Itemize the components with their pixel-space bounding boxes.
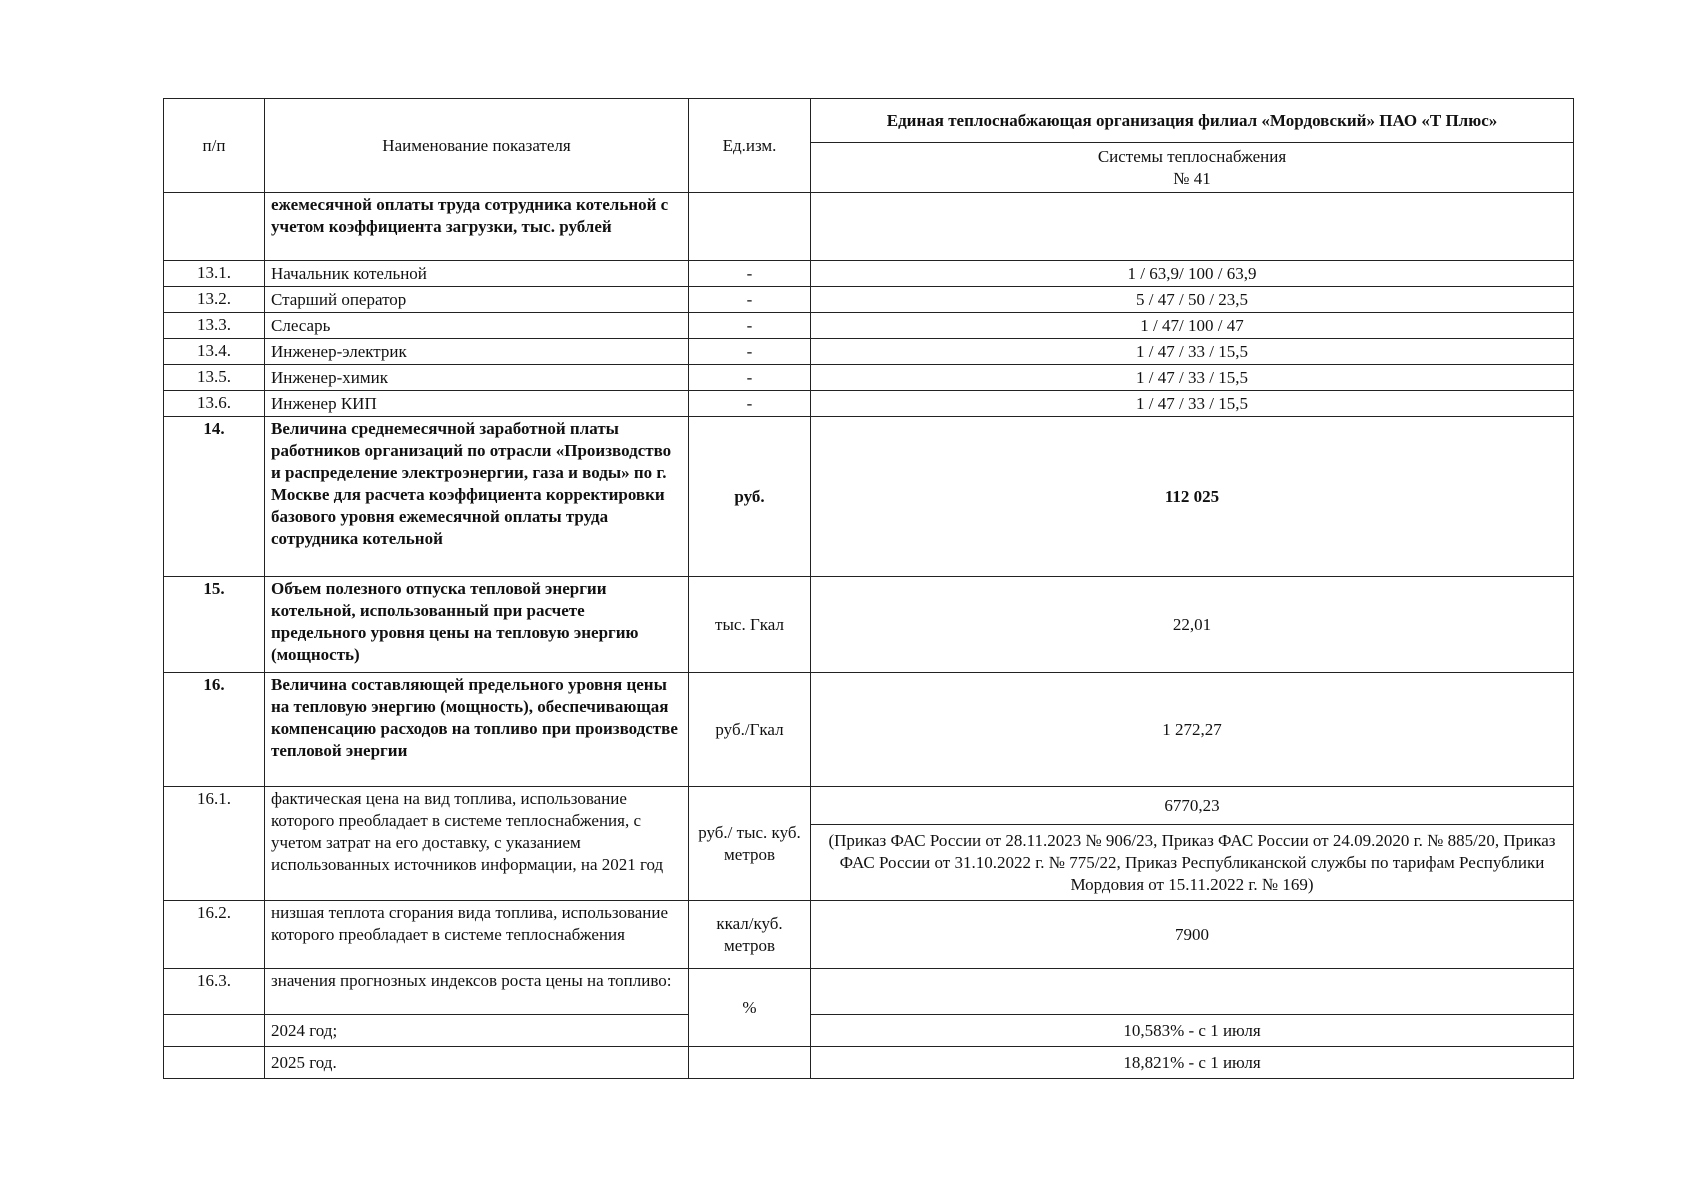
table-row xyxy=(164,193,1574,261)
row-name: Начальник котельной xyxy=(265,261,689,287)
row-value: 10,583% - с 1 июля xyxy=(811,1015,1574,1047)
table-row xyxy=(164,339,1574,365)
row-unit: - xyxy=(689,391,811,417)
row-value: 1 272,27 xyxy=(811,673,1574,787)
row-unit: - xyxy=(689,261,811,287)
row-name: Слесарь xyxy=(265,313,689,339)
row-value xyxy=(811,193,1574,261)
row-unit: руб./ тыс. куб. метров xyxy=(689,787,811,901)
row-name: низшая теплота сгорания вида топлива, использование которого преобладает в системе теплоснабжения xyxy=(265,901,689,969)
header-num: п/п xyxy=(164,99,265,193)
row-unit: - xyxy=(689,365,811,391)
row-num xyxy=(164,1047,265,1079)
row-num: 14. xyxy=(164,417,265,577)
row-num: 13.6. xyxy=(164,391,265,417)
table-row xyxy=(164,577,1574,673)
row-name: Инженер КИП xyxy=(265,391,689,417)
table-row xyxy=(164,391,1574,417)
row-num: 16.1. xyxy=(164,787,265,901)
table-row xyxy=(164,1015,1574,1047)
row-value: 22,01 xyxy=(811,577,1574,673)
table-row xyxy=(164,787,1574,825)
row-value: 5 / 47 / 50 / 23,5 xyxy=(811,287,1574,313)
header-systems-line2: № 41 xyxy=(1173,168,1211,188)
row-name: 2024 год; xyxy=(265,1015,689,1047)
table-row xyxy=(164,901,1574,969)
header-unit: Ед.изм. xyxy=(689,99,811,193)
row-name: 2025 год. xyxy=(265,1047,689,1079)
row-unit: руб. xyxy=(689,417,811,577)
row-value: 18,821% - с 1 июля xyxy=(811,1047,1574,1079)
row-name: Старший оператор xyxy=(265,287,689,313)
row-num: 13.3. xyxy=(164,313,265,339)
header-systems-line1: Системы теплоснабжения xyxy=(1097,146,1287,166)
row-name: фактическая цена на вид топлива, использование которого преобладает в системе теплоснабжения, с учетом затрат на его доставку, с указанием использованных источников информации, на 2021 год xyxy=(265,787,689,901)
row-value xyxy=(811,969,1574,1015)
row-unit: ккал/куб. метров xyxy=(689,901,811,969)
table-row xyxy=(164,417,1574,577)
table-row xyxy=(164,287,1574,313)
table-row xyxy=(164,365,1574,391)
row-num: 16.2. xyxy=(164,901,265,969)
row-name: Инженер-электрик xyxy=(265,339,689,365)
row-value: 1 / 47/ 100 / 47 xyxy=(811,313,1574,339)
row-num: 13.4. xyxy=(164,339,265,365)
row-num: 16. xyxy=(164,673,265,787)
row-name: Величина среднемесячной заработной платы работников организаций по отрасли «Производство и распределение электроэнергии, газа и воды» по г. Москве для расчета коэффициента корректировки базового уровня ежемесячной оплаты труда сотрудника котельной xyxy=(265,417,689,577)
table-row xyxy=(164,313,1574,339)
row-unit: тыс. Гкал xyxy=(689,577,811,673)
row-num: 16.3. xyxy=(164,969,265,1015)
row-unit: - xyxy=(689,287,811,313)
table-row xyxy=(164,1047,1574,1079)
row-value: 112 025 xyxy=(811,417,1574,577)
tariff-table xyxy=(163,98,1574,1079)
row-num: 13.2. xyxy=(164,287,265,313)
table-row xyxy=(164,969,1574,1015)
header-org-title: Единая теплоснабжающая организация филиал «Мордовский» ПАО «Т Плюс» xyxy=(811,99,1574,143)
row-unit: % xyxy=(689,969,811,1047)
row-num xyxy=(164,1015,265,1047)
row-unit xyxy=(689,1047,811,1079)
row-name: Инженер-химик xyxy=(265,365,689,391)
row-value: 6770,23 xyxy=(811,787,1574,825)
row-value: 1 / 63,9/ 100 / 63,9 xyxy=(811,261,1574,287)
table-row xyxy=(164,261,1574,287)
row-num xyxy=(164,193,265,261)
row-value: 7900 xyxy=(811,901,1574,969)
row-name: Величина составляющей предельного уровня цены на тепловую энергию (мощность), обеспечивающая компенсацию расходов на топливо при производстве тепловой энергии xyxy=(265,673,689,787)
row-num: 15. xyxy=(164,577,265,673)
row-value: 1 / 47 / 33 / 15,5 xyxy=(811,365,1574,391)
row-unit: руб./Гкал xyxy=(689,673,811,787)
row-name: Объем полезного отпуска тепловой энергии котельной, использованный при расчете предельного уровня цены на тепловую энергию (мощность) xyxy=(265,577,689,673)
header-row xyxy=(164,99,1574,143)
row-num: 13.5. xyxy=(164,365,265,391)
table-row xyxy=(164,673,1574,787)
document-table-container xyxy=(163,98,1573,1079)
row-value: 1 / 47 / 33 / 15,5 xyxy=(811,339,1574,365)
row-value: 1 / 47 / 33 / 15,5 xyxy=(811,391,1574,417)
row-name: значения прогнозных индексов роста цены на топливо: xyxy=(265,969,689,1015)
row-unit: - xyxy=(689,339,811,365)
row-unit: - xyxy=(689,313,811,339)
row-unit xyxy=(689,193,811,261)
header-systems xyxy=(811,143,1574,193)
header-name: Наименование показателя xyxy=(265,99,689,193)
row-num: 13.1. xyxy=(164,261,265,287)
row-name: ежемесячной оплаты труда сотрудника котельной с учетом коэффициента загрузки, тыс. рублей xyxy=(265,193,689,261)
row-value-note: (Приказ ФАС России от 28.11.2023 № 906/23, Приказ ФАС России от 24.09.2020 г. № 885/20, Приказ ФАС России от 31.10.2022 г. № 775/22, Приказ Республиканской службы по тарифам Республики Мордовия от 15.11.2022 г. № 169) xyxy=(811,825,1574,901)
